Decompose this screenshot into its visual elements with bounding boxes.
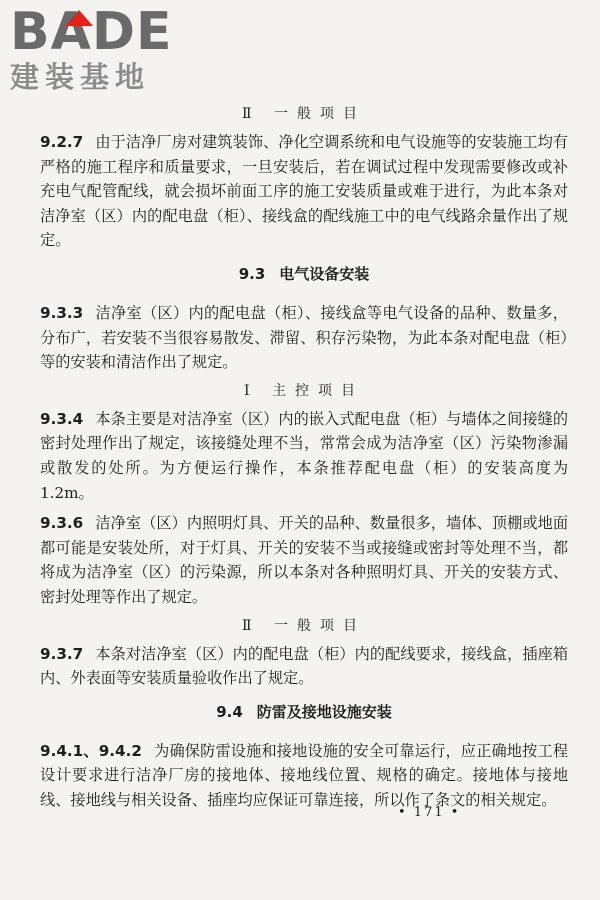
logo-wordmark: BADE	[10, 2, 173, 62]
clause-text: 为确保防雷设施和接地设施的安全可靠运行，应正确地按工程设计要求进行洁净厂房的接地体、接地线位置、规格的确定。接地体与接地线、接地线与相关设备、插座均应保证可靠连接，所以作了条文的相关规定。	[40, 741, 569, 809]
clause-paragraph	[40, 407, 568, 505]
section-title-text: 电气设备安装	[279, 264, 370, 283]
clause-text: 洁净室（区）内照明灯具、开关的品种、数量很多，墙体、顶棚或地面都可能是安装处所，对于灯具、开关的安装不当或接缝或密封等处理不当，都将成为洁净室（区）的污染源，所以本条对各种照明灯具、开关的安装方式、密封处理等作出了规定。	[40, 514, 568, 606]
subsection-heading: Ⅰ 主控项目	[244, 382, 364, 399]
clause-paragraph	[40, 642, 568, 691]
site-logo	[10, 2, 180, 96]
logo-subtitle: 建装基地	[10, 60, 151, 94]
clause-paragraph	[40, 511, 568, 609]
subsection-heading: Ⅱ 一般项目	[242, 106, 366, 122]
section-number: 9.4	[216, 702, 243, 721]
page-number: • 171 •	[398, 805, 461, 820]
clause-number: 9.3.3	[40, 303, 84, 322]
clause-number: 9.3.4	[40, 409, 84, 428]
clause-paragraph	[40, 739, 568, 813]
clause-number: 9.2.7	[40, 133, 84, 151]
logo-triangle-icon	[65, 10, 93, 26]
clause-text: 本条对洁净室（区）内的配电盘（柜）内的配线要求，接线盒，插座箱内、外表面等安装质量验收作出了规定。	[40, 644, 568, 688]
clause-paragraph	[40, 301, 568, 375]
clause-paragraph	[40, 130, 568, 253]
clause-number: 9.4.1、9.4.2	[40, 741, 142, 760]
clause-text: 洁净室（区）内的配电盘（柜）、接线盒等电气设备的品种、数量多，分布广，若安装不当很容易散发、滞留、积存污染物，为此本条对配电盘（柜）等的安装和清洁作出了规定。	[40, 303, 568, 372]
clause-number: 9.3.7	[40, 644, 84, 663]
subsection-heading: Ⅱ 一般项目	[242, 617, 366, 634]
section-title-text: 防雷及接地设施安装	[256, 702, 392, 721]
section-title	[40, 263, 568, 285]
section-number: 9.3	[238, 264, 266, 283]
document-page	[40, 104, 568, 818]
clause-number: 9.3.6	[40, 514, 84, 533]
clause-text: 由于洁净厂房对建筑装饰、净化空调系统和电气设施等的安装施工均有严格的施工程序和质量要求，一旦安装后，若在调试过程中发现需要修改或补充电气配管配线，就会损坏前面工序的施工安装质量或难于进行，为此本条对洁净室（区）内的配电盘（柜）、接线盒的配线施工中的电气线路余量作出了规定。	[40, 133, 568, 250]
section-title	[40, 701, 568, 723]
clause-text: 本条主要是对洁净室（区）内的嵌入式配电盘（柜）与墙体之间接缝的密封处理作出了规定，该接缝处理不当，常常会成为洁净室（区）污染物渗漏或散发的处所。为方便运行操作，本条推荐配电盘（柜）的安装高度为 1.2m。	[40, 409, 568, 502]
